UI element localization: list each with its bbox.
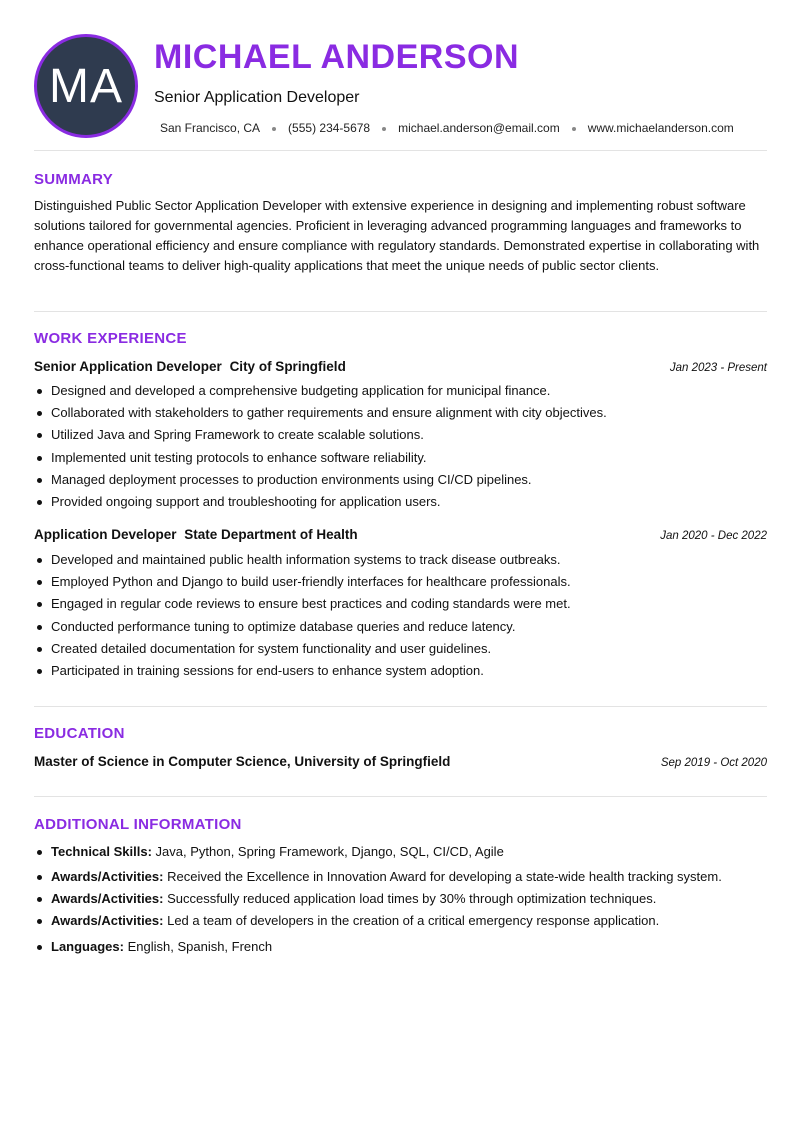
separator-dot-icon <box>572 127 576 131</box>
item-label: Awards/Activities: <box>51 913 164 928</box>
list-item: Collaborated with stakeholders to gather requirements and ensure alignment with city objectives. <box>34 402 767 424</box>
item-label: Awards/Activities: <box>51 891 164 906</box>
candidate-name: MICHAEL ANDERSON <box>154 38 520 76</box>
job-header <box>34 359 767 374</box>
list-item: Employed Python and Django to build user-friendly interfaces for healthcare professionals. <box>34 571 767 593</box>
divider <box>34 706 767 707</box>
education-heading: EDUCATION <box>34 725 125 742</box>
job-date: Jan 2020 - Dec 2022 <box>660 530 767 542</box>
item-text: Received the Excellence in Innovation Award for developing a state-wide health tracking system. <box>167 869 722 884</box>
job-title: Senior Application Developer <box>34 359 222 374</box>
education-entry <box>34 754 767 769</box>
avatar-initials: MA <box>49 59 123 113</box>
summary-text: Distinguished Public Sector Application Developer with extensive experience in designing and implementing robust software solutions tailored for governmental agencies. Proficient in leveraging advanced programming languages and frameworks to enhance operational efficiency and ensure compliance with regulatory standards. Demonstrated expertise in collaborating with cross-functional teams to deliver high-quality applications that meet the unique needs of public sector clients. <box>34 198 760 273</box>
list-item: Created detailed documentation for system functionality and user guidelines. <box>34 638 767 660</box>
list-item: Developed and maintained public health information systems to track disease outbreaks. <box>34 549 767 571</box>
separator-dot-icon <box>382 127 386 131</box>
contact-email[interactable]: michael.anderson@email.com <box>398 121 560 135</box>
list-item: Participated in training sessions for end-users to enhance system adoption. <box>34 660 767 682</box>
job-title-line <box>34 359 346 374</box>
list-item: Conducted performance tuning to optimize database queries and reduce latency. <box>34 616 767 638</box>
summary-heading: SUMMARY <box>34 171 114 188</box>
list-item: Provided ongoing support and troubleshooting for application users. <box>34 491 767 513</box>
job-title: Application Developer <box>34 527 177 542</box>
divider <box>34 150 767 151</box>
list-item: Utilized Java and Spring Framework to create scalable solutions. <box>34 424 767 446</box>
job-organization: State Department of Health <box>184 527 358 542</box>
job-date: Jan 2023 - Present <box>669 362 767 374</box>
item-label: Awards/Activities: <box>51 869 164 884</box>
list-item: Managed deployment processes to production environments using CI/CD pipelines. <box>34 469 767 491</box>
item-text: Successfully reduced application load times by 30% through optimization techniques. <box>167 891 657 906</box>
education-date: Sep 2019 - Oct 2020 <box>660 757 767 769</box>
education-degree: Master of Science in Computer Science, University of Springfield <box>34 754 451 769</box>
candidate-role: Senior Application Developer <box>154 89 360 106</box>
divider <box>34 796 767 797</box>
job-bullets <box>34 380 767 513</box>
list-item: Engaged in regular code reviews to ensure best practices and coding standards were met. <box>34 593 767 615</box>
work-experience-heading: WORK EXPERIENCE <box>34 330 187 347</box>
contact-location: San Francisco, CA <box>160 121 261 135</box>
contact-phone: (555) 234-5678 <box>288 121 371 135</box>
list-item: Implemented unit testing protocols to enhance software reliability. <box>34 447 767 469</box>
contact-website[interactable]: www.michaelanderson.com <box>587 121 734 135</box>
separator-dot-icon <box>272 127 276 131</box>
item-text: Led a team of developers in the creation of a critical emergency response application. <box>167 913 660 928</box>
list-item <box>34 869 722 884</box>
additional-info-heading: ADDITIONAL INFORMATION <box>34 816 242 833</box>
divider <box>34 311 767 312</box>
job-title-line <box>34 527 358 542</box>
contact-info <box>160 121 734 135</box>
avatar <box>34 34 138 138</box>
job-bullets <box>34 549 767 682</box>
job-organization: City of Springfield <box>229 359 346 374</box>
item-text: English, Spanish, French <box>127 939 273 954</box>
list-item <box>34 844 504 859</box>
item-label: Technical Skills: <box>51 844 152 859</box>
item-text: Java, Python, Spring Framework, Django, SQL, CI/CD, Agile <box>155 844 504 859</box>
job-header <box>34 527 767 542</box>
item-label: Languages: <box>51 939 124 954</box>
list-item <box>34 939 272 954</box>
list-item <box>34 913 659 928</box>
list-item <box>34 891 656 906</box>
list-item: Designed and developed a comprehensive budgeting application for municipal finance. <box>34 380 767 402</box>
